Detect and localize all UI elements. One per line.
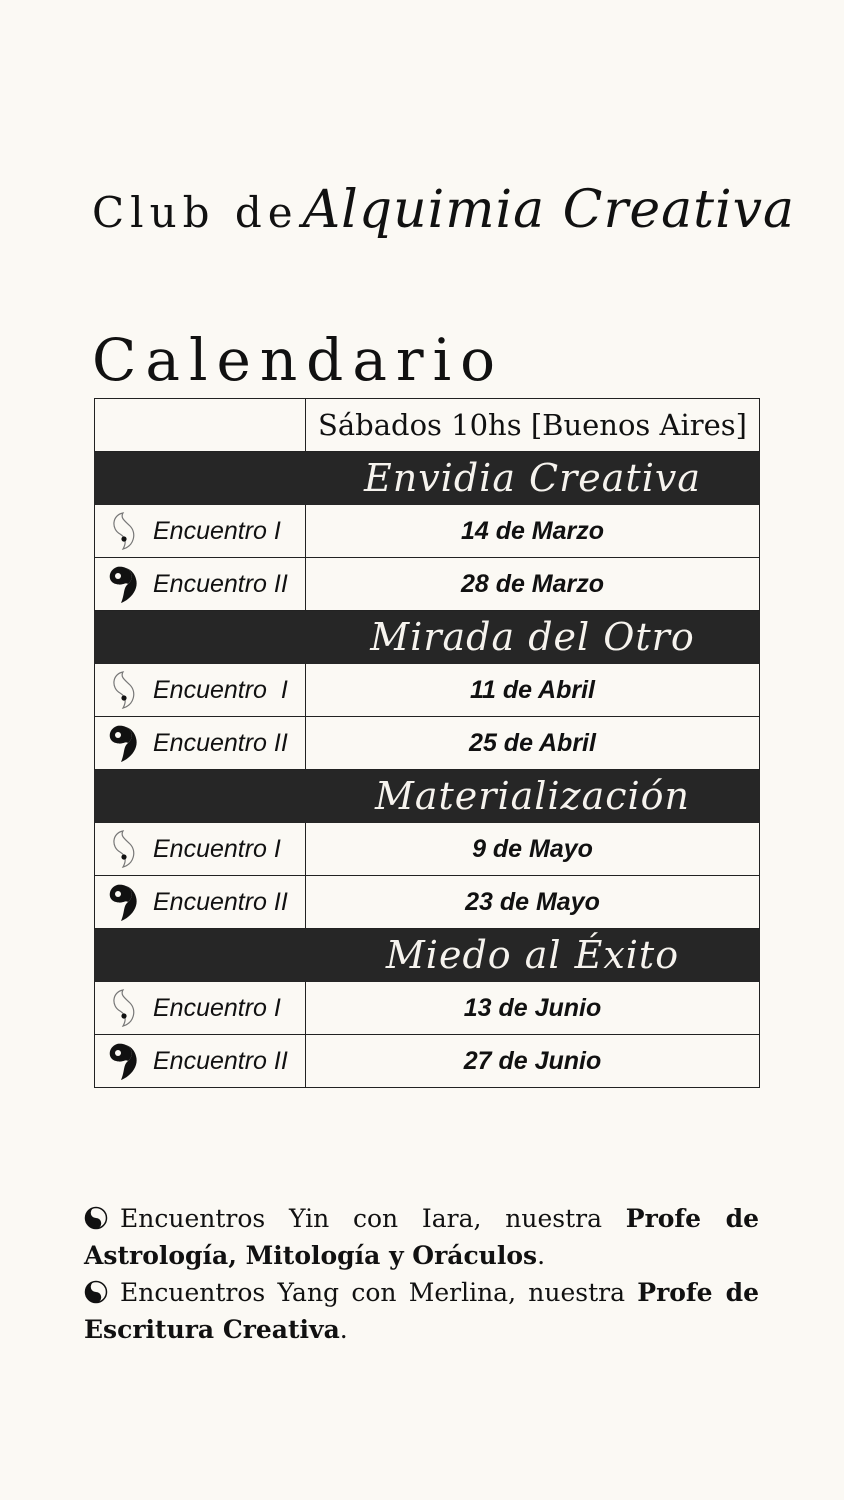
session-label: Encuentro I xyxy=(153,834,281,863)
note-yin: Encuentros Yin con Iara, nuestra Profe de Astrología, Mitología y Oráculos. xyxy=(84,1204,759,1270)
session-date: 11 de Abril xyxy=(306,664,760,717)
session-date: 28 de Marzo xyxy=(306,558,760,611)
yin-half-icon xyxy=(103,668,143,712)
table-row xyxy=(95,664,760,717)
session-date: 23 de Mayo xyxy=(306,876,760,929)
section-title: Envidia Creativa xyxy=(306,452,760,505)
table-row xyxy=(95,717,760,770)
session-label: Encuentro I xyxy=(153,675,288,704)
session-label: Encuentro II xyxy=(153,1046,288,1075)
session-date: 14 de Marzo xyxy=(306,505,760,558)
session-label: Encuentro II xyxy=(153,887,288,916)
calendar-table xyxy=(94,398,760,1088)
table-header-row xyxy=(95,399,760,452)
section-title: Materialización xyxy=(306,770,760,823)
note-yang: Encuentros Yang con Merlina, nuestra Profe de Escritura Creativa. xyxy=(84,1278,759,1344)
session-label: Encuentro II xyxy=(153,569,288,598)
section-row xyxy=(95,770,760,823)
yang-half-icon xyxy=(103,880,143,924)
session-date: 9 de Mayo xyxy=(306,823,760,876)
yin-yang-icon xyxy=(84,1280,108,1304)
session-date: 25 de Abril xyxy=(306,717,760,770)
table-row xyxy=(95,558,760,611)
session-date: 27 de Junio xyxy=(306,1035,760,1088)
yang-half-icon xyxy=(103,721,143,765)
yin-yang-icon xyxy=(84,1206,108,1230)
teacher-notes xyxy=(84,1200,759,1348)
yin-half-icon xyxy=(103,509,143,553)
yin-half-icon xyxy=(103,986,143,1030)
table-row xyxy=(95,505,760,558)
section-title: Mirada del Otro xyxy=(306,611,760,664)
table-row xyxy=(95,1035,760,1088)
session-label: Encuentro I xyxy=(153,993,281,1022)
title-script: Alquimia Creativa xyxy=(302,180,795,240)
yin-half-icon xyxy=(103,827,143,871)
section-row xyxy=(95,611,760,664)
yang-half-icon xyxy=(103,562,143,606)
session-label: Encuentro II xyxy=(153,728,288,757)
page-title xyxy=(92,180,795,260)
section-row xyxy=(95,929,760,982)
section-title: Miedo al Éxito xyxy=(306,929,760,982)
session-date: 13 de Junio xyxy=(306,982,760,1035)
session-label: Encuentro I xyxy=(153,516,281,545)
header-empty-cell xyxy=(95,399,306,452)
table-row xyxy=(95,823,760,876)
section-row xyxy=(95,452,760,505)
title-prefix: Club de xyxy=(92,188,299,237)
table-row xyxy=(95,982,760,1035)
calendar-heading: Calendario xyxy=(92,326,505,394)
yang-half-icon xyxy=(103,1039,143,1083)
schedule-header: Sábados 10hs [Buenos Aires] xyxy=(306,399,760,452)
table-row xyxy=(95,876,760,929)
